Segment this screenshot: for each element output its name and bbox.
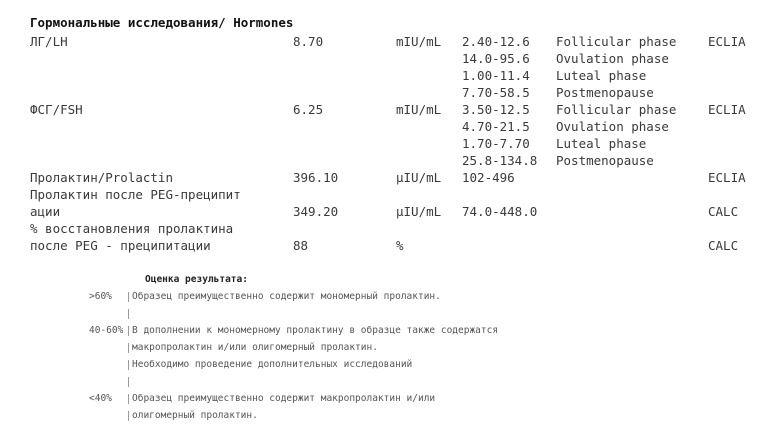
reference-range: 14.0-95.6 (462, 51, 530, 66)
separator-bar (128, 343, 129, 353)
section-title: Гормональные исследования/ Hormones (30, 15, 294, 30)
test-name-line1: % восстановления пролактина (30, 221, 234, 236)
evaluation-range: <40% (89, 393, 112, 404)
reference-phase: Luteal phase (556, 68, 647, 83)
reference-phase: Ovulation phase (556, 119, 669, 134)
test-method: ECLIA (708, 170, 746, 185)
test-method: CALC (708, 238, 739, 253)
test-value: 396.10 (293, 170, 339, 185)
evaluation-text: Необходимо проведение дополнительных исследований (132, 359, 413, 370)
test-unit: µIU/mL (396, 204, 442, 219)
reference-phase: Postmenopause (556, 85, 654, 100)
test-value: 349.20 (293, 204, 339, 219)
reference-phase: Ovulation phase (556, 51, 669, 66)
separator-bar (128, 326, 129, 336)
reference-range: 7.70-58.5 (462, 85, 530, 100)
test-method: CALC (708, 204, 739, 219)
reference-range: 74.0-448.0 (462, 204, 538, 219)
test-unit: mIU/mL (396, 102, 442, 117)
separator-bar (128, 360, 129, 370)
reference-phase: Luteal phase (556, 136, 647, 151)
evaluation-text: Образец преимущественно содержит мономерный пролактин. (132, 291, 441, 302)
test-method: ECLIA (708, 34, 746, 49)
reference-phase: Follicular phase (556, 34, 677, 49)
evaluation-text: В дополнении к мономерному пролактину в образце также содержатся (132, 325, 499, 336)
test-name: Пролактин/Prolactin (30, 170, 173, 185)
separator-bar (128, 377, 129, 387)
test-name-line1: Пролактин после PEG-преципит (30, 187, 241, 202)
test-value: 88 (293, 238, 309, 253)
separator-bar (128, 292, 129, 302)
reference-phase: Follicular phase (556, 102, 677, 117)
test-unit: % (396, 238, 404, 253)
reference-range: 1.00-11.4 (462, 68, 530, 83)
separator-bar (128, 411, 129, 421)
evaluation-text: макропролактин и/или олигомерный пролактин. (132, 342, 378, 353)
reference-range: 3.50-12.5 (462, 102, 530, 117)
test-value: 6.25 (293, 102, 324, 117)
test-method: ECLIA (708, 102, 746, 117)
separator-bar (128, 309, 129, 319)
test-name-line2: после PEG - преципитации (30, 238, 211, 253)
reference-range: 1.70-7.70 (462, 136, 530, 151)
separator-bar (128, 394, 129, 404)
evaluation-title: Оценка результата: (145, 274, 248, 285)
reference-range: 25.8-134.8 (462, 153, 538, 168)
test-name-line2: ации (30, 204, 61, 219)
evaluation-text: Образец преимущественно содержит макропролактин и/или (132, 393, 436, 404)
reference-phase: Postmenopause (556, 153, 654, 168)
reference-range: 2.40-12.6 (462, 34, 530, 49)
evaluation-range: 40-60% (89, 325, 124, 336)
reference-range: 102-496 (462, 170, 515, 185)
evaluation-range: >60% (89, 291, 112, 302)
test-name: ЛГ/LH (30, 34, 68, 49)
test-unit: mIU/mL (396, 34, 442, 49)
test-value: 8.70 (293, 34, 324, 49)
test-name: ФСГ/FSH (30, 102, 83, 117)
reference-range: 4.70-21.5 (462, 119, 530, 134)
test-unit: µIU/mL (396, 170, 442, 185)
evaluation-text: олигомерный пролактин. (132, 410, 258, 421)
